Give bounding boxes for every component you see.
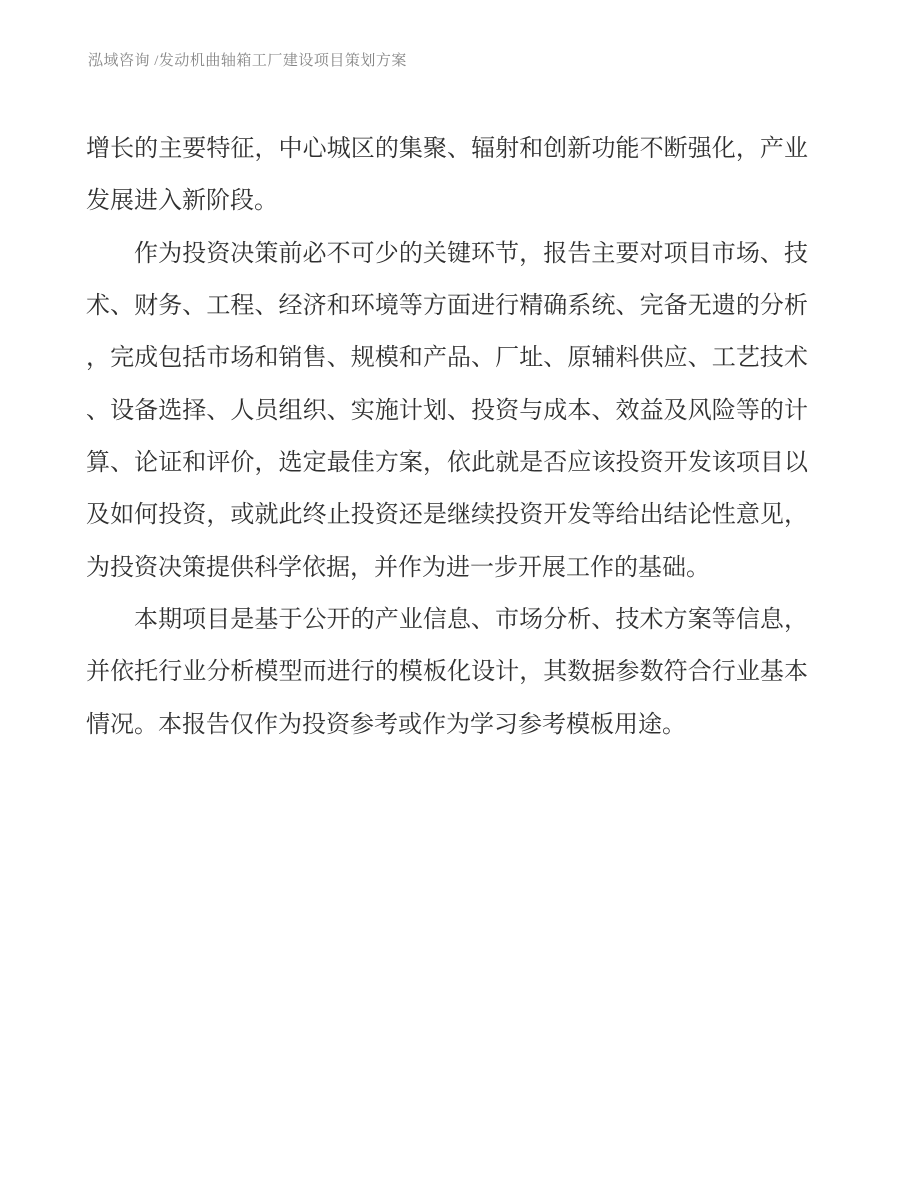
text-line: 算、论证和评价，选定最佳方案，依此就是否应该投资开发该项目以	[86, 449, 808, 476]
text-line: 为投资决策提供科学依据，并作为进一步开展工作的基础。	[86, 554, 710, 581]
text-line: 、设备选择、人员组织、实施计划、投资与成本、效益及风险等的计	[86, 397, 808, 424]
page-header	[88, 51, 407, 71]
text-line: 及如何投资，或就此终止投资还是继续投资开发等给出结论性意见，	[86, 502, 808, 529]
document-body	[86, 123, 808, 751]
text-line: 发展进入新阶段。	[86, 188, 278, 215]
text-line: 本期项目是基于公开的产业信息、市场分析、技术方案等信息，	[134, 606, 808, 633]
text-line: 作为投资决策前必不可少的关键环节，报告主要对项目市场、技	[134, 240, 808, 267]
text-line: 情况。本报告仅作为投资参考或作为学习参考模板用途。	[86, 711, 686, 738]
paragraph	[86, 594, 808, 751]
text-line: 术、财务、工程、经济和环境等方面进行精确系统、完备无遗的分析	[86, 292, 808, 319]
paragraph	[86, 123, 808, 228]
text-line: ，完成包括市场和销售、规模和产品、厂址、原辅料供应、工艺技术	[86, 345, 808, 372]
text-line: 并依托行业分析模型而进行的模板化设计，其数据参数符合行业基本	[86, 659, 808, 686]
text-line: 增长的主要特征，中心城区的集聚、辐射和创新功能不断强化，产业	[86, 136, 808, 162]
paragraph	[86, 228, 808, 594]
header-text: 泓域咨询 /发动机曲轴箱工厂建设项目策划方案	[88, 53, 407, 69]
